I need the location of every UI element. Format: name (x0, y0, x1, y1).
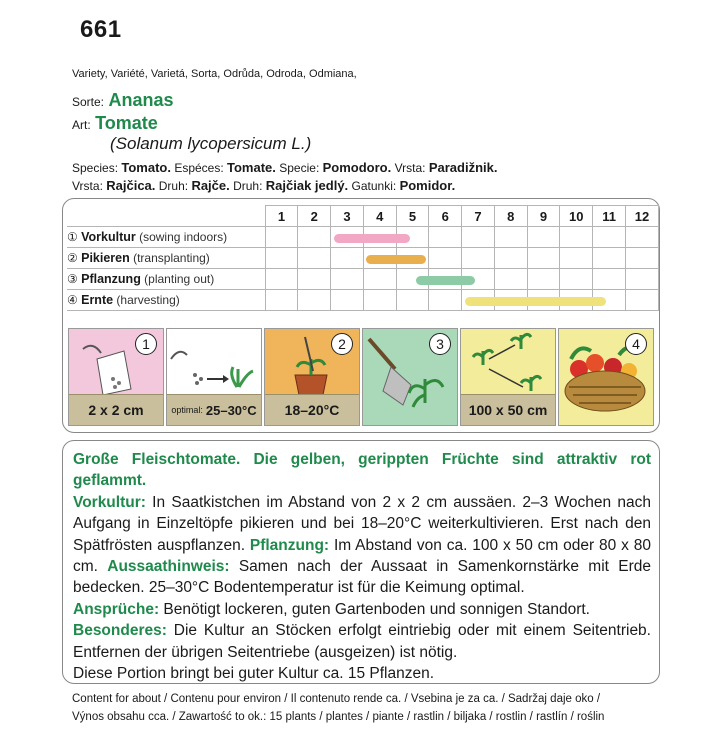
besonderes-text: Die Kultur an Stöcken erfolgt eintriebig oder mit einem Seitentrieb. Entfernen der übrigen Seitentriebe (ausgeizen) ist nötig. (73, 622, 651, 661)
calendar-bar-pikieren (366, 255, 426, 264)
species-translations-2 (72, 178, 455, 193)
description-box (62, 440, 660, 684)
calendar-row-pflanzung (67, 269, 659, 290)
pictogram-germination (166, 328, 262, 426)
step-name-en: (sowing indoors) (139, 230, 228, 244)
species-value: Pomodoro. (322, 160, 392, 175)
pictogram-caption (167, 394, 261, 425)
month-header: 8 (494, 206, 527, 227)
month-header: 11 (593, 206, 626, 227)
sorte-row (72, 90, 174, 111)
step-name: Ernte (81, 293, 114, 307)
species-label: Species: (72, 161, 119, 175)
content-footer (72, 690, 604, 726)
product-code: 661 (80, 16, 122, 43)
month-header: 7 (462, 206, 495, 227)
description-text (73, 449, 651, 684)
pictogram-caption: 18–20°C (265, 394, 359, 425)
month-header: 12 (626, 206, 659, 227)
species-label: Espéces: (174, 161, 224, 175)
species-label: Druh: (233, 179, 263, 193)
pictogram-caption: 2 x 2 cm (69, 394, 163, 425)
month-header: 1 (265, 206, 298, 227)
calendar-row-label (67, 290, 265, 311)
pictogram-harvest (558, 328, 654, 426)
calendar-corner (67, 206, 265, 227)
pictogram-art (167, 329, 261, 395)
species-value: Rajčiak jedlý. (265, 178, 349, 193)
aussaat-text: Samen nach der Aussaat in Samenkornstärke mit Erde bedecken. 25–30°C Bodentemperatur ist für die Keimung optimal. (73, 558, 651, 597)
species-label: Specie: (279, 161, 320, 175)
step-name-en: (harvesting) (116, 293, 180, 307)
variety-name: Ananas (108, 90, 174, 110)
ansprueche-heading: Ansprüche: (73, 600, 160, 618)
step-name-en: (planting out) (144, 272, 215, 286)
pictogram-caption: 100 x 50 cm (461, 394, 555, 425)
calendar-row-label (67, 248, 265, 269)
optimal-label: optimal: (171, 405, 203, 415)
month-header: 9 (527, 206, 560, 227)
art-row (72, 113, 158, 134)
calendar-bar-vorkultur (334, 234, 410, 243)
ansprueche-text: Benötigt lockeren, guten Gartenboden und sonnigen Standort. (159, 600, 590, 618)
species-value: Rajče. (191, 178, 230, 193)
description-headline: Große Fleischtomate. Die gelben, gerippten Früchte sind attraktiv rot geflammt. (73, 451, 651, 490)
footer-line-1: Content for about / Contenu pour environ / Il contenuto rende ca. / Vsebina je za ca. / Sadržaj daje oko / (72, 693, 601, 705)
species-label: Vrsta: (72, 179, 103, 193)
month-header: 2 (298, 206, 331, 227)
species-translations-1 (72, 160, 497, 175)
calendar-bar-pflanzung (416, 276, 476, 285)
step-name: Vorkultur (81, 230, 136, 244)
step-badge: 2 (331, 333, 353, 355)
germination-temp: 25–30°C (205, 402, 257, 418)
pflanzung-heading: Pflanzung: (249, 536, 330, 554)
species-label: Vrsta: (394, 161, 426, 175)
step-name: Pflanzung (81, 272, 141, 286)
step-number: ④ (67, 293, 78, 307)
plant-spacing-icon (461, 329, 555, 395)
seedling-arrow-icon (167, 329, 261, 395)
aussaat-heading: Aussaathinweis: (107, 558, 230, 576)
calendar-row-label (67, 227, 265, 248)
pictogram-transplanting (264, 328, 360, 426)
species-label: Gatunki: (351, 179, 397, 193)
month-header: 4 (363, 206, 396, 227)
month-header: 5 (396, 206, 429, 227)
species-value: Tomato. (121, 160, 171, 175)
month-header: 6 (429, 206, 462, 227)
vorkultur-heading: Vorkultur: (73, 493, 146, 511)
month-header: 3 (331, 206, 364, 227)
calendar-table (67, 205, 659, 311)
step-name-en: (transplanting) (133, 251, 210, 265)
calendar-row-label (67, 269, 265, 290)
pictogram-art (461, 329, 555, 395)
calendar-bar-ernte (465, 297, 607, 306)
species-value: Tomate. (227, 160, 276, 175)
step-number: ① (67, 230, 78, 244)
pictogram-sowing (68, 328, 164, 426)
step-badge: 3 (429, 333, 451, 355)
step-badge: 1 (135, 333, 157, 355)
species-value: Pomidor. (399, 178, 456, 193)
latin-name: (Solanum lycopersicum L.) (110, 134, 312, 153)
footer-line-2: Výnos obsahu cca. / Zawartość to ok.: 15 plants / plantes / piante / rastlin / biljaka / rostlin / rastlín / roślin (72, 711, 605, 723)
species-label: Druh: (158, 179, 189, 193)
pflanzung-text: Im Abstand von ca. 100 x 50 cm oder 80 x 80 cm. (73, 536, 651, 576)
vorkultur-text: In Saatkistchen im Abstand von 2 x 2 cm aussäen. 2–3 Wochen nach Aufgang in Einzeltöpfe pikieren und bei 18–20°C weiterkultivieren. Erst nach den Spätfrösten auspflanzen. (73, 493, 651, 554)
step-name: Pikieren (81, 251, 130, 265)
month-header: 10 (560, 206, 593, 227)
sorte-label: Sorte: (72, 95, 105, 109)
variety-label-line: Variety, Variété, Varietá, Sorta, Odrůda, Odroda, Odmiana, (72, 68, 357, 80)
step-badge: 4 (625, 333, 647, 355)
step-number: ② (67, 251, 78, 265)
pictogram-planting-out (362, 328, 458, 426)
besonderes-heading: Besonderes: (73, 622, 167, 640)
species-value: Paradižnik. (428, 160, 498, 175)
step-number: ③ (67, 272, 78, 286)
calendar-row-pikieren (67, 248, 659, 269)
pictogram-spacing (460, 328, 556, 426)
species-value: Rajčica. (106, 178, 156, 193)
species-name: Tomate (95, 113, 158, 133)
portion-text: Diese Portion bringt bei guter Kultur ca. 15 Pflanzen. (73, 665, 435, 683)
art-label: Art: (72, 118, 91, 132)
